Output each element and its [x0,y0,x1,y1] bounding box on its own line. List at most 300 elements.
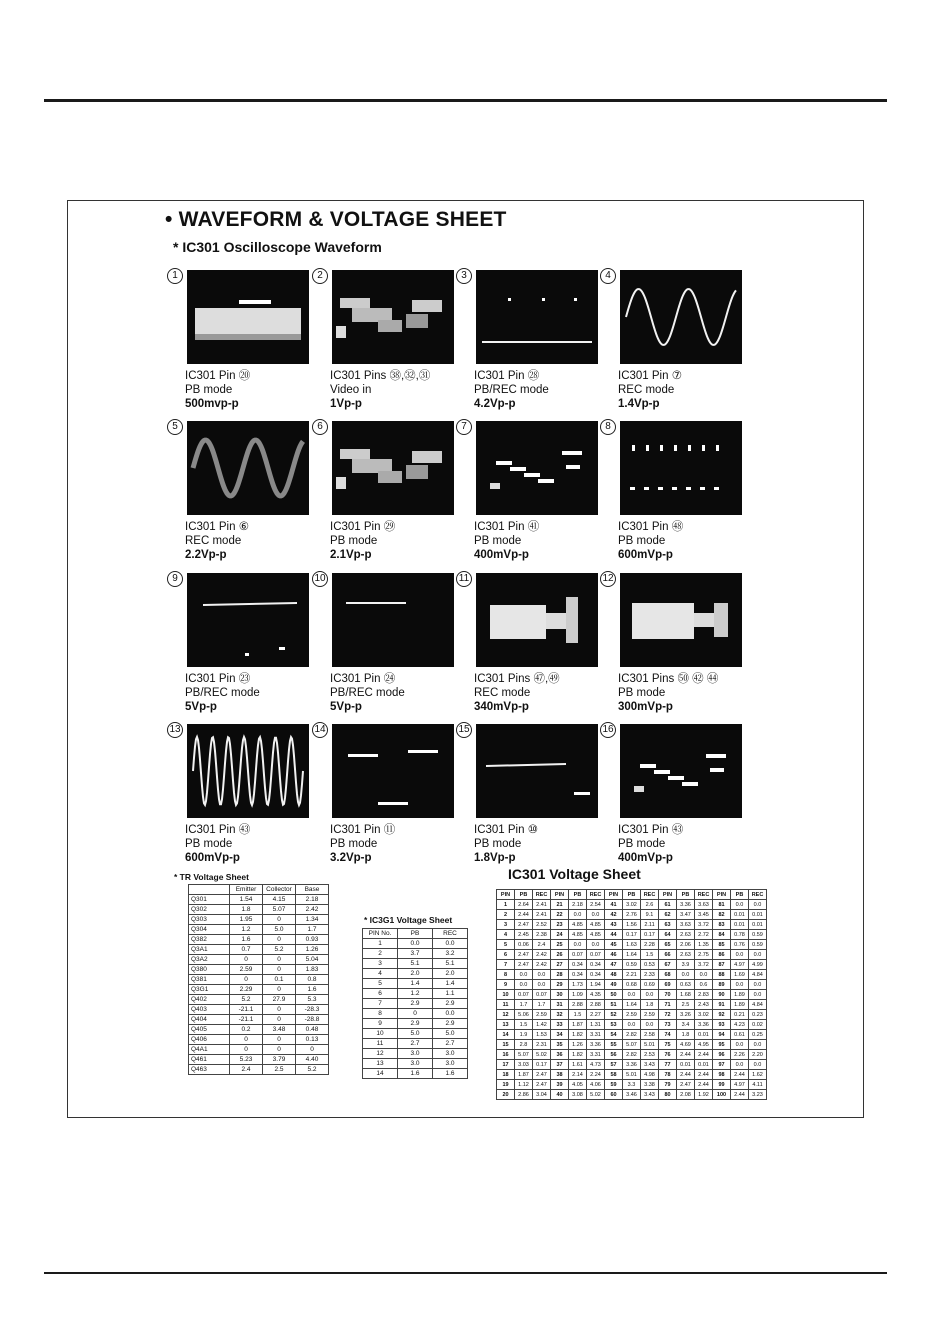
table-cell: 76 [659,1050,677,1060]
table-cell: 12 [497,1010,515,1020]
table-cell: 0.53 [641,960,659,970]
table-cell: 2.11 [641,920,659,930]
table-cell: 43 [605,920,623,930]
table-row [497,960,767,970]
table-row [363,1049,468,1059]
table-cell: 22 [551,910,569,920]
table-cell: 59 [605,1080,623,1090]
table-cell: 41 [605,900,623,910]
table-cell: 97 [713,1060,731,1070]
table-cell: 1.5 [641,950,659,960]
table-cell: 0.0 [515,980,533,990]
table-cell: 1.34 [296,915,329,925]
oscilloscope-screen [476,724,598,818]
ic301-voltage-table [496,889,767,1100]
table-cell: 2.33 [641,970,659,980]
table-cell: 27 [551,960,569,970]
table-row [189,1015,329,1025]
table-cell: 2.14 [569,1070,587,1080]
pin-label: IC301 Pin ⑪ [330,824,396,836]
tr-sheet-title: * TR Voltage Sheet [174,872,249,882]
ic3g1-voltage-table [362,928,468,1079]
table-cell: 44 [605,930,623,940]
table-cell: 48 [605,970,623,980]
oscilloscope-screen [332,724,454,818]
table-cell: 82 [713,910,731,920]
waveform-caption [474,369,549,411]
table-row [363,1069,468,1079]
table-cell: 1.95 [230,915,263,925]
table-cell: 3.9 [677,960,695,970]
table-cell: 2.58 [641,1030,659,1040]
table-cell: 5.2 [230,995,263,1005]
table-cell: 35 [551,1040,569,1050]
table-cell: 90 [713,990,731,1000]
table-cell: 3.36 [677,900,695,910]
table-cell: 15 [497,1040,515,1050]
table-cell: 14 [497,1030,515,1040]
table-cell: 50 [605,990,623,1000]
table-row [363,1009,468,1019]
waveform-caption [330,672,405,714]
oscilloscope-screen [620,421,742,515]
table-cell: 3.02 [695,1010,713,1020]
table-row [497,1080,767,1090]
table-cell: 45 [605,940,623,950]
table-cell: 79 [659,1080,677,1090]
table-cell: 4.06 [587,1080,605,1090]
table-cell: 4.73 [587,1060,605,1070]
table-cell: 3.08 [569,1090,587,1100]
table-cell: 3.02 [623,900,641,910]
bottom-rule [44,1272,887,1274]
table-cell: 2.52 [533,920,551,930]
oscilloscope-screen [476,573,598,667]
page-title: • WAVEFORM & VOLTAGE SHEET [165,208,507,231]
table-cell: 2.47 [515,920,533,930]
table-cell: 67 [659,960,677,970]
oscilloscope-screen [476,421,598,515]
table-cell: 3.63 [695,900,713,910]
table-cell: Q461 [189,1055,230,1065]
table-cell: 0 [263,965,296,975]
table-cell: 36 [551,1050,569,1060]
table-row [189,985,329,995]
table-cell: 4.99 [749,960,767,970]
table-cell: 4 [497,930,515,940]
table-cell: 4.85 [569,920,587,930]
table-cell: 1.4 [433,979,468,989]
table-cell: 8 [497,970,515,980]
oscilloscope-screen [332,573,454,667]
table-cell: 0.06 [515,940,533,950]
oscilloscope-screen [187,724,309,818]
table-cell: 0.0 [749,900,767,910]
table-cell: 0 [230,975,263,985]
table-cell: 5.2 [263,945,296,955]
panel-number: 3 [456,268,472,284]
table-cell: 16 [497,1050,515,1060]
column-header: REC [641,890,659,900]
table-cell: 0 [230,1035,263,1045]
table-cell: 3 [497,920,515,930]
table-cell: -21.1 [230,1015,263,1025]
pin-label: IC301 Pin ㊸ [618,824,684,836]
table-cell: 4.11 [749,1080,767,1090]
waveform-trace [476,724,598,818]
table-cell: 2.7 [398,1039,433,1049]
table-cell: 2.18 [569,900,587,910]
waveform-caption [618,672,718,714]
mode-label: PB mode [330,535,378,547]
table-cell: 0.01 [677,1060,695,1070]
table-cell: 1.64 [623,1000,641,1010]
table-cell: 3.03 [515,1060,533,1070]
table-cell: 5.07 [263,905,296,915]
table-cell: 0.0 [623,990,641,1000]
table-cell: 0.6 [695,980,713,990]
table-cell: 30 [551,990,569,1000]
table-cell: 4.69 [677,1040,695,1050]
table-cell: 0 [263,985,296,995]
table-row [497,1020,767,1030]
table-cell: 69 [659,980,677,990]
table-row [497,1060,767,1070]
table-cell: 2.9 [398,1019,433,1029]
column-header: PIN [605,890,623,900]
table-cell: 31 [551,1000,569,1010]
mode-label: PB mode [185,384,233,396]
table-cell: Q4A1 [189,1045,230,1055]
table-cell: 4.95 [695,1040,713,1050]
table-cell: 11 [363,1039,398,1049]
table-cell: 0.63 [677,980,695,990]
waveform-trace [476,270,598,364]
mode-label: PB/REC mode [330,687,405,699]
table-cell: 5 [363,979,398,989]
table-cell: 7 [497,960,515,970]
column-header: PB [731,890,749,900]
table-cell: 5.02 [587,1090,605,1100]
waveform-trace [476,421,598,515]
table-cell: 63 [659,920,677,930]
voltage-label: 400mVp-p [618,852,673,864]
table-cell: 0 [263,935,296,945]
table-cell: 0.1 [263,975,296,985]
table-cell: 1.8 [677,1030,695,1040]
table-cell: 1.9 [515,1030,533,1040]
table-cell: 10 [363,1029,398,1039]
table-row [189,1025,329,1035]
oscilloscope-screen [332,421,454,515]
table-cell: 4.97 [731,1080,749,1090]
table-cell: 0.0 [433,939,468,949]
pin-label: IC301 Pin ⑳ [185,370,251,382]
table-cell: 0.0 [695,970,713,980]
pin-label: IC301 Pin ㉓ [185,673,251,685]
waveform-caption [474,823,538,865]
table-row [497,1030,767,1040]
page-subtitle: * IC301 Oscilloscope Waveform [173,239,382,255]
table-row [497,1090,767,1100]
table-cell: 4 [363,969,398,979]
table-cell: -28.3 [296,1005,329,1015]
waveform-trace [332,270,454,364]
table-cell: 2.54 [587,900,605,910]
table-cell: 2.06 [677,940,695,950]
pin-label: IC301 Pin ㊽ [618,521,684,533]
table-cell: 2.63 [677,950,695,960]
table-cell: 5.1 [398,959,433,969]
table-cell: 84 [713,930,731,940]
voltage-label: 300mVp-p [618,701,673,713]
table-cell: 62 [659,910,677,920]
table-row [497,1050,767,1060]
voltage-label: 500mvp-p [185,398,239,410]
column-header: PB [569,890,587,900]
table-cell: 5.0 [433,1029,468,1039]
table-cell: 1.26 [296,945,329,955]
table-cell: 2.20 [749,1050,767,1060]
table-cell: 2.9 [433,1019,468,1029]
table-cell: 4.85 [587,920,605,930]
table-cell: 1.5 [569,1010,587,1020]
table-cell: 0.0 [433,1009,468,1019]
voltage-label: 1.8Vp-p [474,852,516,864]
table-cell: 1 [497,900,515,910]
table-cell: 2.47 [533,1070,551,1080]
panel-number: 8 [600,419,616,435]
table-row [189,905,329,915]
table-cell: 0.0 [533,980,551,990]
table-cell: 1.73 [569,980,587,990]
mode-label: REC mode [618,384,675,396]
waveform-trace [332,724,454,818]
column-header: REC [695,890,713,900]
table-cell: 0 [230,1045,263,1055]
table-cell: 4.84 [749,1000,767,1010]
table-cell: 1.5 [515,1020,533,1030]
table-cell: 3.63 [677,920,695,930]
table-cell: 1.35 [695,940,713,950]
table-cell: 5 [497,940,515,950]
pin-label: IC301 Pin ㊸ [185,824,251,836]
table-cell: 9 [497,980,515,990]
table-cell: 87 [713,960,731,970]
table-cell: 0.17 [641,930,659,940]
table-cell: 0 [263,1045,296,1055]
table-row [497,1070,767,1080]
table-cell: 2.75 [695,950,713,960]
panel-number: 11 [456,571,472,587]
table-cell: 0 [398,1009,433,1019]
table-row [497,980,767,990]
table-cell: 4.98 [641,1070,659,1080]
table-cell: 1.4 [398,979,433,989]
table-cell: 1.1 [433,989,468,999]
waveform-caption [474,520,539,562]
table-cell: 2.42 [533,960,551,970]
waveform-caption [330,520,395,562]
table-cell: 0.02 [749,1020,767,1030]
table-cell: 0.0 [749,980,767,990]
table-cell: 0.0 [731,950,749,960]
table-cell: 4.40 [296,1055,329,1065]
table-cell: 2.44 [695,1080,713,1090]
table-cell: 42 [605,910,623,920]
table-cell: 2.44 [677,1070,695,1080]
ic301-sheet-title: IC301 Voltage Sheet [508,866,641,882]
table-cell: Q382 [189,935,230,945]
column-header: PB [623,890,641,900]
table-cell: 1.6 [296,985,329,995]
oscilloscope-screen [476,270,598,364]
table-cell: 2.59 [623,1010,641,1020]
pin-label: IC301 Pin ⑥ [185,521,250,533]
table-cell: 2.29 [230,985,263,995]
table-cell: Q303 [189,915,230,925]
waveform-caption [330,369,430,411]
table-cell: 10 [497,990,515,1000]
table-cell: 49 [605,980,623,990]
table-cell: 2.41 [533,900,551,910]
waveform-trace [476,573,598,667]
column-header: PB [398,929,433,939]
table-row [189,975,329,985]
mode-label: PB mode [618,838,666,850]
table-cell: 0.0 [641,990,659,1000]
mode-label: PB mode [618,535,666,547]
table-cell: 1.68 [677,990,695,1000]
table-cell: 54 [605,1030,623,1040]
column-header: REC [749,890,767,900]
table-cell: 1.69 [731,970,749,980]
table-cell: 11 [497,1000,515,1010]
table-cell: 2.9 [433,999,468,1009]
table-cell: 2.47 [677,1080,695,1090]
voltage-label: 3.2Vp-p [330,852,372,864]
table-cell: Q3A2 [189,955,230,965]
table-header-row [497,890,767,900]
table-cell: 99 [713,1080,731,1090]
table-cell: 0.48 [296,1025,329,1035]
table-cell: 1.56 [623,920,641,930]
table-cell: 1.09 [569,990,587,1000]
table-cell: 3.04 [533,1090,551,1100]
voltage-label: 4.2Vp-p [474,398,516,410]
table-row [189,1065,329,1075]
table-cell: 2.08 [677,1090,695,1100]
table-cell: 1.82 [569,1030,587,1040]
table-cell: 68 [659,970,677,980]
table-cell: 1 [363,939,398,949]
table-cell: 1.2 [230,925,263,935]
table-cell: 0 [263,1015,296,1025]
table-cell: 14 [363,1069,398,1079]
table-cell: 27.9 [263,995,296,1005]
table-cell: 3.45 [695,910,713,920]
oscilloscope-screen [620,270,742,364]
waveform-caption [618,520,683,562]
table-cell: 9 [363,1019,398,1029]
mode-label: PB mode [330,838,378,850]
table-row [363,1039,468,1049]
table-cell: 0.0 [569,910,587,920]
waveform-trace [187,573,309,667]
table-cell: 3.3 [623,1080,641,1090]
table-cell: 0.34 [587,960,605,970]
table-cell: 3.2 [433,949,468,959]
table-cell: 5.0 [398,1029,433,1039]
table-cell: 0.0 [731,1060,749,1070]
table-cell: 88 [713,970,731,980]
table-cell: 13 [497,1020,515,1030]
table-cell: 4.85 [569,930,587,940]
table-cell: 89 [713,980,731,990]
table-cell: 3.7 [398,949,433,959]
table-cell: 80 [659,1090,677,1100]
pin-label: IC301 Pin ⑦ [618,370,683,382]
table-cell: 3.36 [587,1040,605,1050]
table-cell: 5.23 [230,1055,263,1065]
table-cell: 18 [497,1070,515,1080]
table-cell: 2.4 [533,940,551,950]
waveform-trace [332,573,454,667]
table-cell: 0 [263,955,296,965]
table-cell: Q403 [189,1005,230,1015]
table-cell: 0.0 [515,970,533,980]
table-cell: 0.69 [641,980,659,990]
pin-label: IC301 Pin ⑩ [474,824,539,836]
table-cell: 0.68 [623,980,641,990]
table-cell: 0.01 [731,920,749,930]
table-cell: 0.07 [569,950,587,960]
panel-number: 15 [456,722,472,738]
table-cell: 5.04 [296,955,329,965]
column-header: PIN [713,890,731,900]
oscilloscope-screen [332,270,454,364]
table-row [497,970,767,980]
table-cell: 3.31 [587,1050,605,1060]
panel-number: 12 [600,571,616,587]
mode-label: REC mode [474,687,531,699]
table-cell: 93 [713,1020,731,1030]
table-cell: 37 [551,1060,569,1070]
table-cell: 5.1 [433,959,468,969]
mode-label: REC mode [185,535,242,547]
column-header: PIN No. [363,929,398,939]
oscilloscope-screen [187,421,309,515]
table-cell: 2.7 [433,1039,468,1049]
table-cell: 0.0 [749,1060,767,1070]
table-cell: 0.07 [587,950,605,960]
table-cell: 1.82 [569,1050,587,1060]
voltage-label: 1Vp-p [330,398,362,410]
table-cell: 2.31 [533,1040,551,1050]
table-cell: Q463 [189,1065,230,1075]
voltage-label: 340mVp-p [474,701,529,713]
table-cell: 25 [551,940,569,950]
panel-number: 16 [600,722,616,738]
table-row [363,1059,468,1069]
table-cell: 2.27 [587,1010,605,1020]
table-cell: 2.45 [515,930,533,940]
table-cell: 1.94 [587,980,605,990]
table-cell: 2.0 [433,969,468,979]
table-row [363,1019,468,1029]
table-cell: 2.21 [623,970,641,980]
waveform-caption [618,823,683,865]
